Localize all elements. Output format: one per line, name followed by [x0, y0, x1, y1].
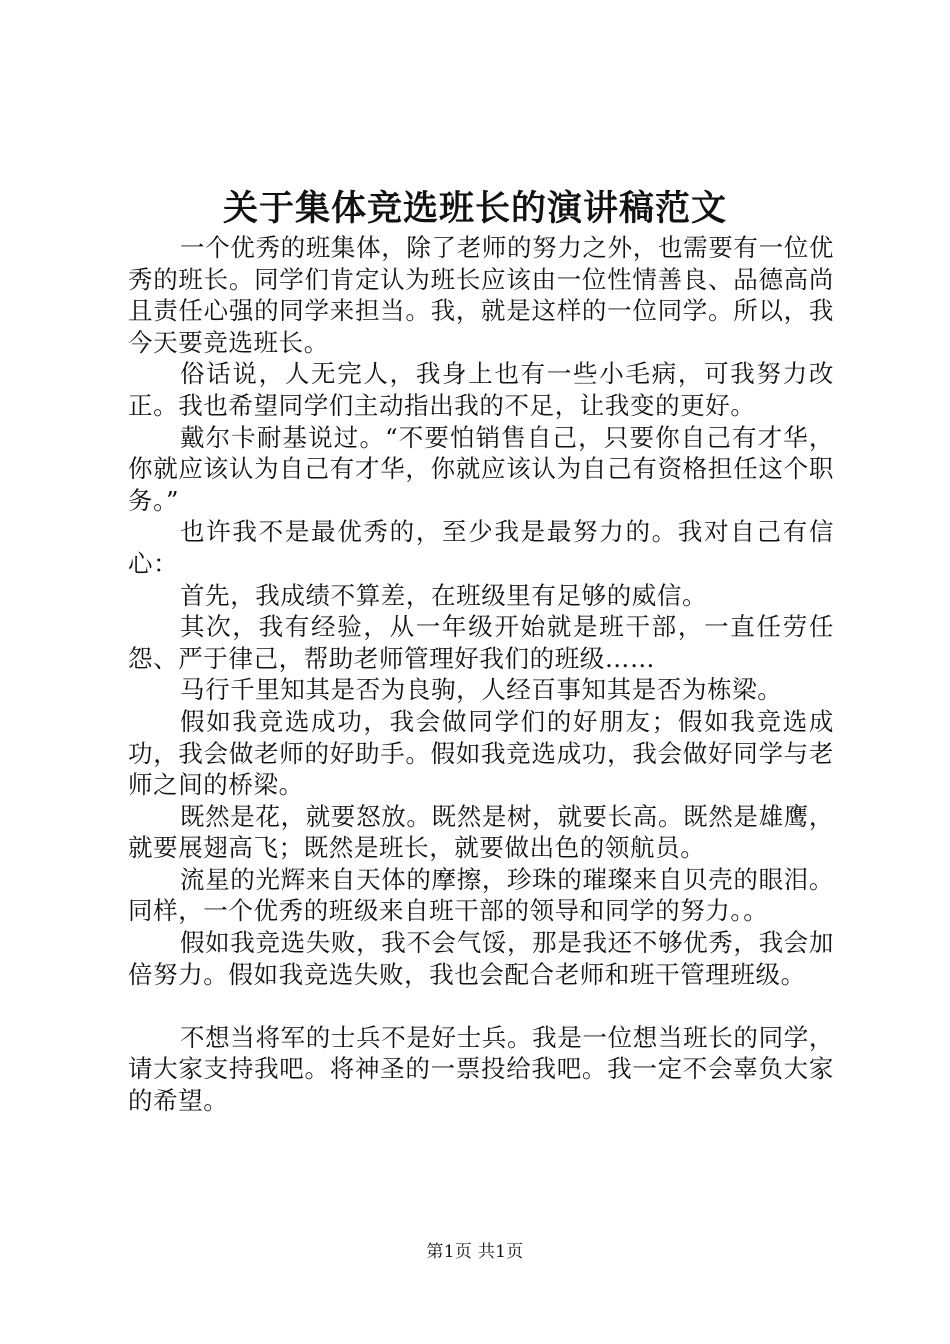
blank-line	[128, 990, 834, 1022]
paragraph-11: 假如我竞选失败，我不会气馁，那是我还不够优秀，我会加倍努力。假如我竞选失败，我也会配合老师和班干管理班级。	[128, 928, 834, 989]
document-body	[128, 232, 834, 1117]
paragraph-1: 一个优秀的班集体，除了老师的努力之外，也需要有一位优秀的班长。同学们肯定认为班长应该由一位性情善良、品德高尚且责任心强的同学来担当。我，就是这样的一位同学。所以，我今天要竞选班长。	[128, 233, 834, 357]
paragraph-2: 俗话说，人无完人，我身上也有一些小毛病，可我努力改正。我也希望同学们主动指出我的不足，让我变的更好。	[128, 359, 834, 420]
paragraph-5: 首先，我成绩不算差，在班级里有足够的威信。	[180, 580, 708, 610]
paragraph-10: 流星的光辉来自天体的摩擦，珍珠的璀璨来自贝壳的眼泪。同样，一个优秀的班级来自班干部的领导和同学的努力。。	[128, 864, 834, 926]
paragraph-7: 马行千里知其是否为良驹，人经百事知其是否为栋梁。	[180, 675, 783, 705]
page-number-footer: 第1页 共1页	[426, 1242, 524, 1262]
paragraph-4: 也许我不是最优秀的，至少我是最努力的。我对自己有信心：	[128, 517, 834, 578]
paragraph-9: 既然是花，就要怒放。既然是树，就要长高。既然是雄鹰，就要展翅高飞；既然是班长，就要做出色的领航员。	[128, 801, 834, 863]
paragraph-12: 不想当将军的士兵不是好士兵。我是一位想当班长的同学，请大家支持我吧。将神圣的一票投给我吧。我一定不会辜负大家的希望。	[128, 1022, 834, 1116]
document-title: 关于集体竞选班长的演讲稿范文	[222, 188, 727, 229]
paragraph-6: 其次，我有经验，从一年级开始就是班干部，一直任劳任怨、严于律己，帮助老师管理好我们的班级……	[128, 612, 834, 673]
paragraph-8: 假如我竞选成功，我会做同学们的好朋友；假如我竞选成功，我会做老师的好助手。假如我竞选成功，我会做好同学与老师之间的桥梁。	[128, 706, 834, 800]
paragraph-3: 戴尔卡耐基说过。“不要怕销售自己，只要你自己有才华，你就应该认为自己有才华，你就应该认为自己有资格担任这个职务。”	[128, 422, 834, 515]
